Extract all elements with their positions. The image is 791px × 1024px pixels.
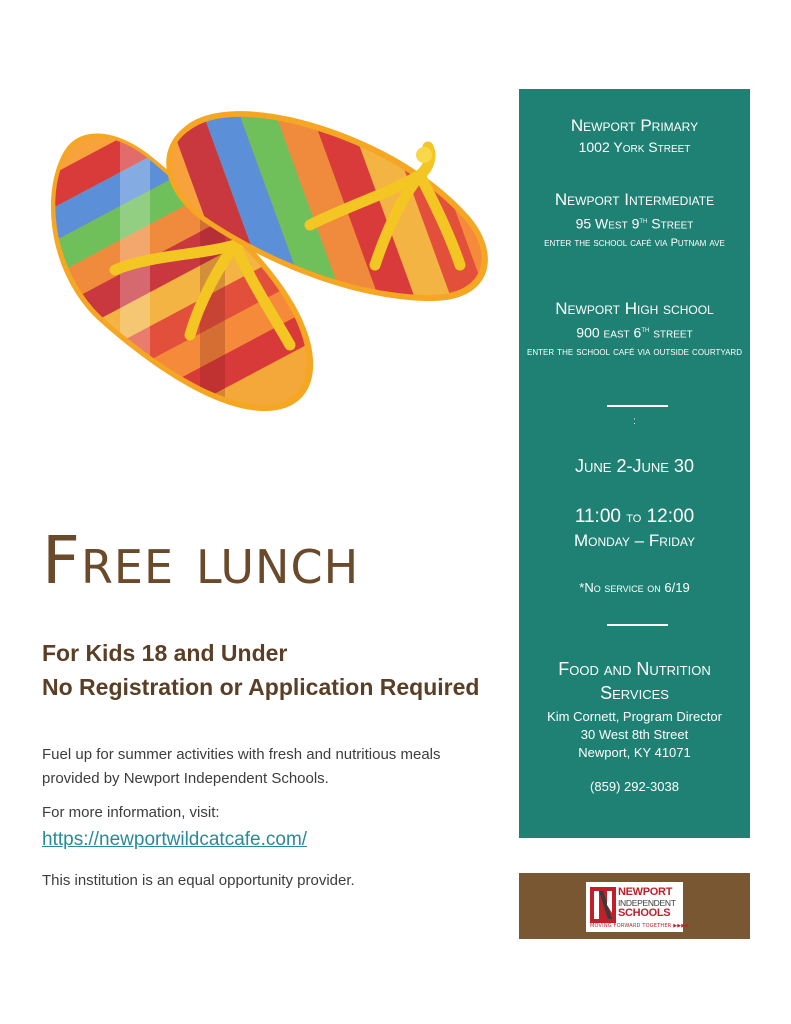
location-note: enter the school café via Putnam ave (544, 236, 725, 249)
separator-mark: : (633, 416, 636, 427)
contact-phone: (859) 292-3038 (590, 779, 679, 794)
audience-subtitle: For Kids 18 and Under (42, 640, 288, 666)
contact-block (519, 657, 750, 794)
location-address: 900 east 6th street (576, 324, 693, 341)
newport-n-logo-icon (590, 887, 616, 923)
contact-person: Kim Cornett, Program Director (547, 709, 722, 724)
time-range: 11:00 to 12:00 (574, 506, 695, 527)
page-title: Free lunch (42, 522, 360, 599)
website-link[interactable]: https://newportwildcatcafe.com/ (42, 829, 308, 850)
location-address: 1002 York Street (578, 139, 691, 155)
department-name: Food and Nutrition (558, 659, 711, 679)
contact-street: 30 West 8th Street (580, 727, 689, 742)
no-service-note: *No service on 6/19 (579, 580, 690, 595)
logo-text: INDEPENDENT (618, 898, 676, 908)
department-name: Services (600, 683, 669, 703)
location-name: Newport Intermediate (554, 190, 715, 209)
registration-subtitle: No Registration or Application Required (42, 674, 480, 700)
equal-opportunity-statement: This institution is an equal opportunity provider. (42, 872, 355, 889)
newport-schools-logo (586, 882, 690, 932)
location-note: enter the school café via outside courtyard (527, 345, 742, 358)
service-dates: June 2-June 30 (575, 456, 694, 476)
divider (607, 624, 668, 626)
location-name: Newport High school (555, 299, 714, 318)
location-intermediate (519, 189, 750, 253)
logo-tagline: MOVING FORWARD TOGETHER ▶▶▶▶ (590, 923, 690, 929)
location-name: Newport Primary (570, 116, 699, 135)
logo-text: NEWPORT (618, 886, 673, 898)
description-text: Fuel up for summer activities with fresh and nutritious meals provided by Newport Independent Schools. (42, 746, 441, 787)
info-panel (519, 89, 750, 838)
logo-text: SCHOOLS (618, 907, 671, 919)
logo-bar (519, 873, 750, 939)
location-high-school (519, 298, 750, 362)
location-address: 95 West 9th Street (575, 215, 694, 232)
more-info-label: For more information, visit: (42, 804, 220, 821)
location-primary (519, 115, 750, 157)
divider (607, 405, 668, 407)
service-hours (519, 505, 750, 552)
service-days: Monday – Friday (573, 531, 695, 550)
contact-city: Newport, KY 41071 (578, 745, 691, 760)
flip-flops-illustration (40, 105, 500, 415)
